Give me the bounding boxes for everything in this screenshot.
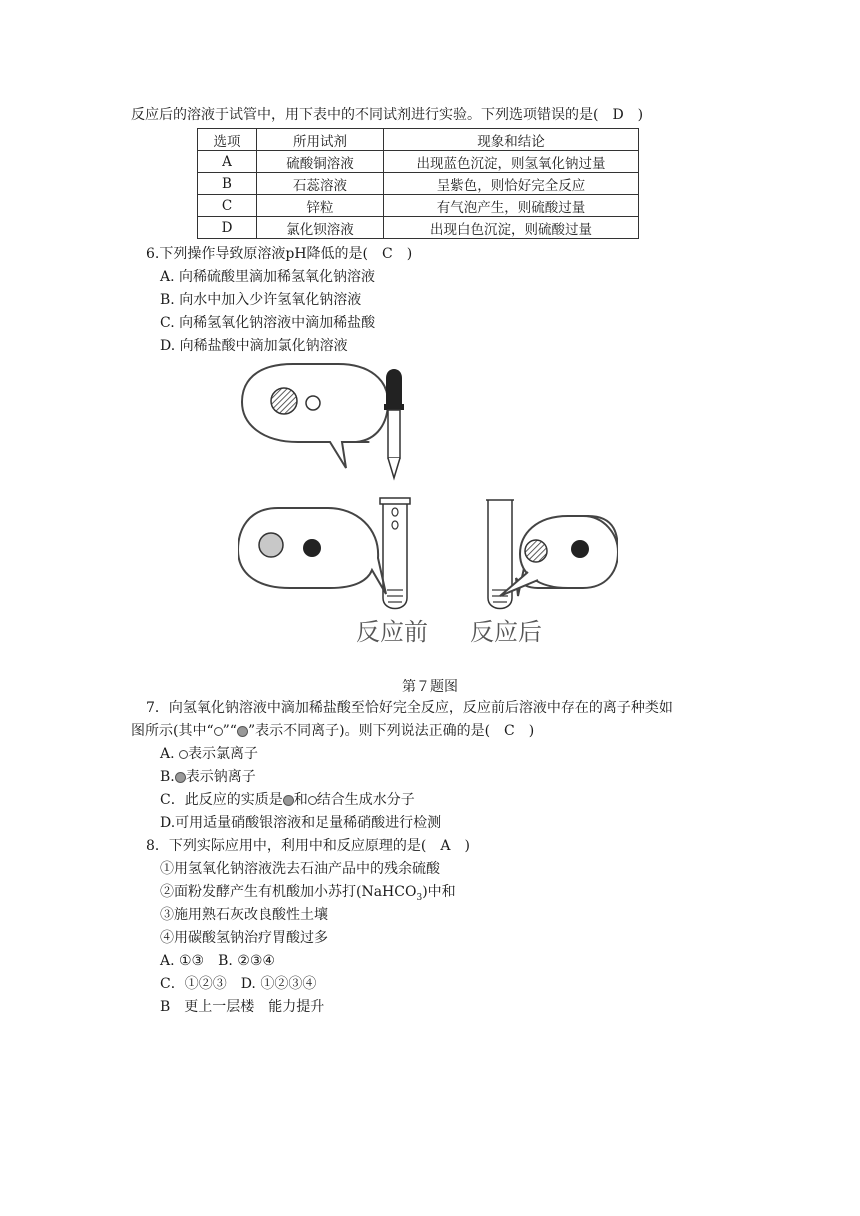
q7-stem-part-a: 图所示(其中“ [131,723,214,739]
option-prefix: C．此反应的实质是 [160,792,283,808]
q7-option-b [160,768,256,786]
gray-ion-icon [175,772,186,783]
gray-ion-icon [259,533,283,557]
option-text: 表示氯离子 [188,746,259,762]
table-cell: A [198,151,257,173]
q5-stem: 反应后的溶液于试管中，用下表中的不同试剂进行实验。下列选项错误的是( D ) [131,107,644,123]
dropper-bubble [242,364,388,468]
q8-item-2 [160,883,456,907]
table-cell: C [198,195,257,217]
dropper-icon [384,369,404,478]
q7-stem-line1: 7．向氢氧化钠溶液中滴加稀盐酸至恰好完全反应，反应前后溶液中存在的离子种类如 [146,700,673,716]
q6-option-b: B. 向水中加入少许氢氧化钠溶液 [160,292,362,308]
table-cell: D [198,217,257,239]
table-row [198,173,639,195]
open-ion-icon [306,396,320,410]
open-ion-icon [308,796,317,805]
q8-item-3: ③施用熟石灰改良酸性土壤 [160,907,328,923]
q7-stem-line2 [131,722,534,740]
table-cell: 锌粒 [257,195,384,217]
hatched-ion-icon [271,388,297,414]
table-row [198,217,639,239]
after-bubble [500,516,618,596]
q8-options-1: A. ①③ B. ②③④ [160,953,275,969]
table-cell: 氯化钡溶液 [257,217,384,239]
item-text: ②面粉发酵产生有机酸加小苏打(NaHCO [160,884,417,900]
table-cell: 出现蓝色沉淀，则氢氧化钠过量 [384,151,639,173]
label-after: 反应后 [470,618,542,646]
q7-option-a [160,745,258,763]
q7-stem-part-b: ”“ [222,723,237,739]
q8-stem: 8．下列实际应用中，利用中和反应原理的是( A ) [146,838,470,854]
hatched-ion-icon [525,540,547,562]
figure-caption: 第７题图 [402,679,458,695]
open-ion-icon [214,727,223,736]
option-mid: 和 [293,792,308,808]
option-prefix: A. [160,746,180,762]
table-header-row [198,129,639,151]
item-tail: )中和 [422,884,456,900]
section-heading: B 更上一层楼 能力提升 [160,999,325,1015]
table-cell: 出现白色沉淀，则硫酸过量 [384,217,639,239]
q6-option-d: D. 向稀盐酸中滴加氯化钠溶液 [160,338,348,354]
table-row [198,195,639,217]
q7-option-d: D.可用适量硝酸银溶液和足量稀硝酸进行检测 [160,815,442,831]
subscript: 3 [416,892,423,903]
gray-ion-icon [237,726,248,737]
q7-option-c [160,791,415,809]
table-cell: 有气泡产生，则硫酸过量 [384,195,639,217]
options-table [197,128,639,239]
table-cell: 硫酸铜溶液 [257,151,384,173]
q6-option-c: C. 向稀氢氧化钠溶液中滴加稀盐酸 [160,315,376,331]
table-cell: 石蕊溶液 [257,173,384,195]
black-ion-icon [571,540,589,558]
q6-stem: 6.下列操作导致原溶液pH降低的是( C ) [146,246,413,262]
table-header: 所用试剂 [257,129,384,151]
black-ion-icon [303,539,321,557]
q8-item-1: ①用氢氧化钠溶液洗去石油产品中的残余硫酸 [160,861,440,877]
table-header: 选项 [198,129,257,151]
gray-ion-icon [283,795,294,806]
before-bubble [238,508,386,594]
table-row [198,151,639,173]
reaction-figure [238,358,618,658]
table-cell: 呈紫色，则恰好完全反应 [384,173,639,195]
q8-options-2: C．①②③ D. ①②③④ [160,976,317,992]
option-text: 表示钠离子 [185,769,256,785]
table-cell: B [198,173,257,195]
label-before: 反应前 [356,618,428,646]
option-prefix: B. [160,769,175,785]
q7-stem-part-c: ”表示不同离子)。则下列说法正确的是( C ) [247,723,535,739]
q8-item-4: ④用碳酸氢钠治疗胃酸过多 [160,930,328,946]
table-header: 现象和结论 [384,129,639,151]
option-text: 结合生成水分子 [316,792,415,808]
open-ion-icon [179,750,188,759]
q6-option-a: A. 向稀硫酸里滴加稀氢氧化钠溶液 [160,269,376,285]
